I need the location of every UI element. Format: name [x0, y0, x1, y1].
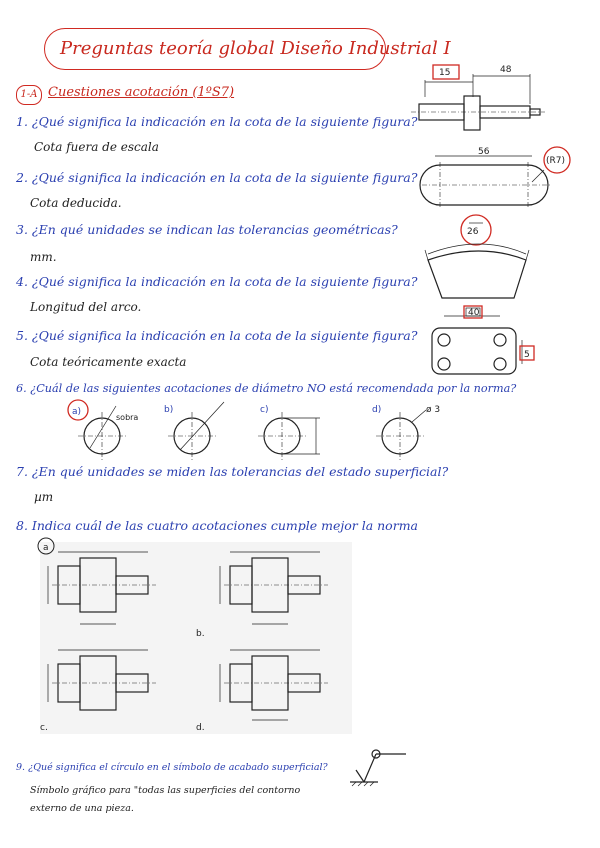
fig8-label-c: c.	[40, 723, 48, 733]
fig6-label-d: d)	[372, 405, 382, 415]
answer-1: Cota fuera de escala	[34, 140, 159, 154]
question-6	[16, 382, 516, 395]
question-1-number: 1.	[16, 114, 28, 129]
question-7-number: 7.	[16, 464, 28, 479]
question-3-number: 3.	[16, 222, 28, 237]
answer-5: Cota teóricamente exacta	[30, 355, 187, 369]
page-title: Preguntas teoría global Diseño Industrial I	[60, 38, 451, 59]
answer-7: µm	[34, 490, 54, 504]
fig1-dim1: 15	[439, 68, 451, 78]
figure-shafts-8	[36, 538, 356, 738]
question-3-text: ¿En qué unidades se indican las tolerancias geométricas?	[31, 222, 398, 237]
answer-9: Símbolo gráfico para "todas las superficies del contorno externo de una pieza.	[30, 785, 301, 814]
fig8-label-b: b.	[196, 629, 205, 639]
question-1	[16, 114, 417, 129]
question-4	[16, 274, 417, 289]
figure-diameters-6	[60, 398, 440, 458]
question-5	[16, 328, 417, 343]
question-6-number: 6.	[16, 382, 27, 395]
section-tag: 1-A	[16, 85, 42, 105]
question-9-text: ¿Qué significa el círculo en el símbolo de acabado superficial?	[28, 762, 328, 773]
question-3	[16, 222, 398, 237]
question-2	[16, 170, 417, 185]
fig5-dim2: 5	[524, 350, 530, 360]
answer-2: Cota deducida.	[30, 196, 122, 210]
section-title: Cuestiones acotación (1ºS7)	[48, 85, 235, 100]
fig2-dim1: 56	[478, 147, 490, 157]
question-5-text: ¿Qué significa la indicación en la cota de la siguiente figura?	[31, 328, 418, 343]
question-2-text: ¿Qué significa la indicación en la cota de la siguiente figura?	[31, 170, 418, 185]
fig6-note-a: sobra	[116, 413, 139, 422]
question-9	[16, 762, 328, 773]
figure-arc-4	[420, 212, 540, 304]
fig2-dim2: (R7)	[546, 156, 566, 166]
question-7-text: ¿En qué unidades se miden las tolerancias del estado superficial?	[31, 464, 449, 479]
fig6-label-c: c)	[260, 405, 269, 415]
question-8	[16, 518, 418, 533]
question-7	[16, 464, 448, 479]
fig8-label-a: a	[43, 543, 49, 553]
question-8-number: 8.	[16, 518, 28, 533]
question-5-number: 5.	[16, 328, 28, 343]
question-4-number: 4.	[16, 274, 28, 289]
figure-slot-2	[420, 148, 570, 218]
answer-4: Longitud del arco.	[30, 300, 142, 314]
fig4-dim: 26	[467, 227, 479, 237]
fig6-dim-d: ø 3	[426, 405, 441, 415]
question-6-text: ¿Cuál de las siguientes acotaciones de diámetro NO está recomendada por la norma?	[30, 382, 517, 395]
question-8-text: Indica cuál de las cuatro acotaciones cumple mejor la norma	[31, 518, 418, 533]
question-4-text: ¿Qué significa la indicación en la cota de la siguiente figura?	[31, 274, 418, 289]
fig8-label-d: d.	[196, 723, 205, 733]
fig6-label-a: a)	[72, 407, 82, 417]
question-2-number: 2.	[16, 170, 28, 185]
figure-shaft-1	[405, 62, 555, 142]
surface-finish-symbol	[350, 748, 420, 788]
question-9-number: 9.	[16, 762, 26, 773]
fig5-dim1: 40	[468, 308, 480, 318]
figure-plate-5	[420, 302, 550, 382]
fig6-label-b: b)	[164, 405, 174, 415]
question-1-text: ¿Qué significa la indicación en la cota de la siguiente figura?	[31, 114, 418, 129]
answer-3: mm.	[30, 250, 57, 264]
fig1-dim2: 48	[500, 65, 512, 75]
